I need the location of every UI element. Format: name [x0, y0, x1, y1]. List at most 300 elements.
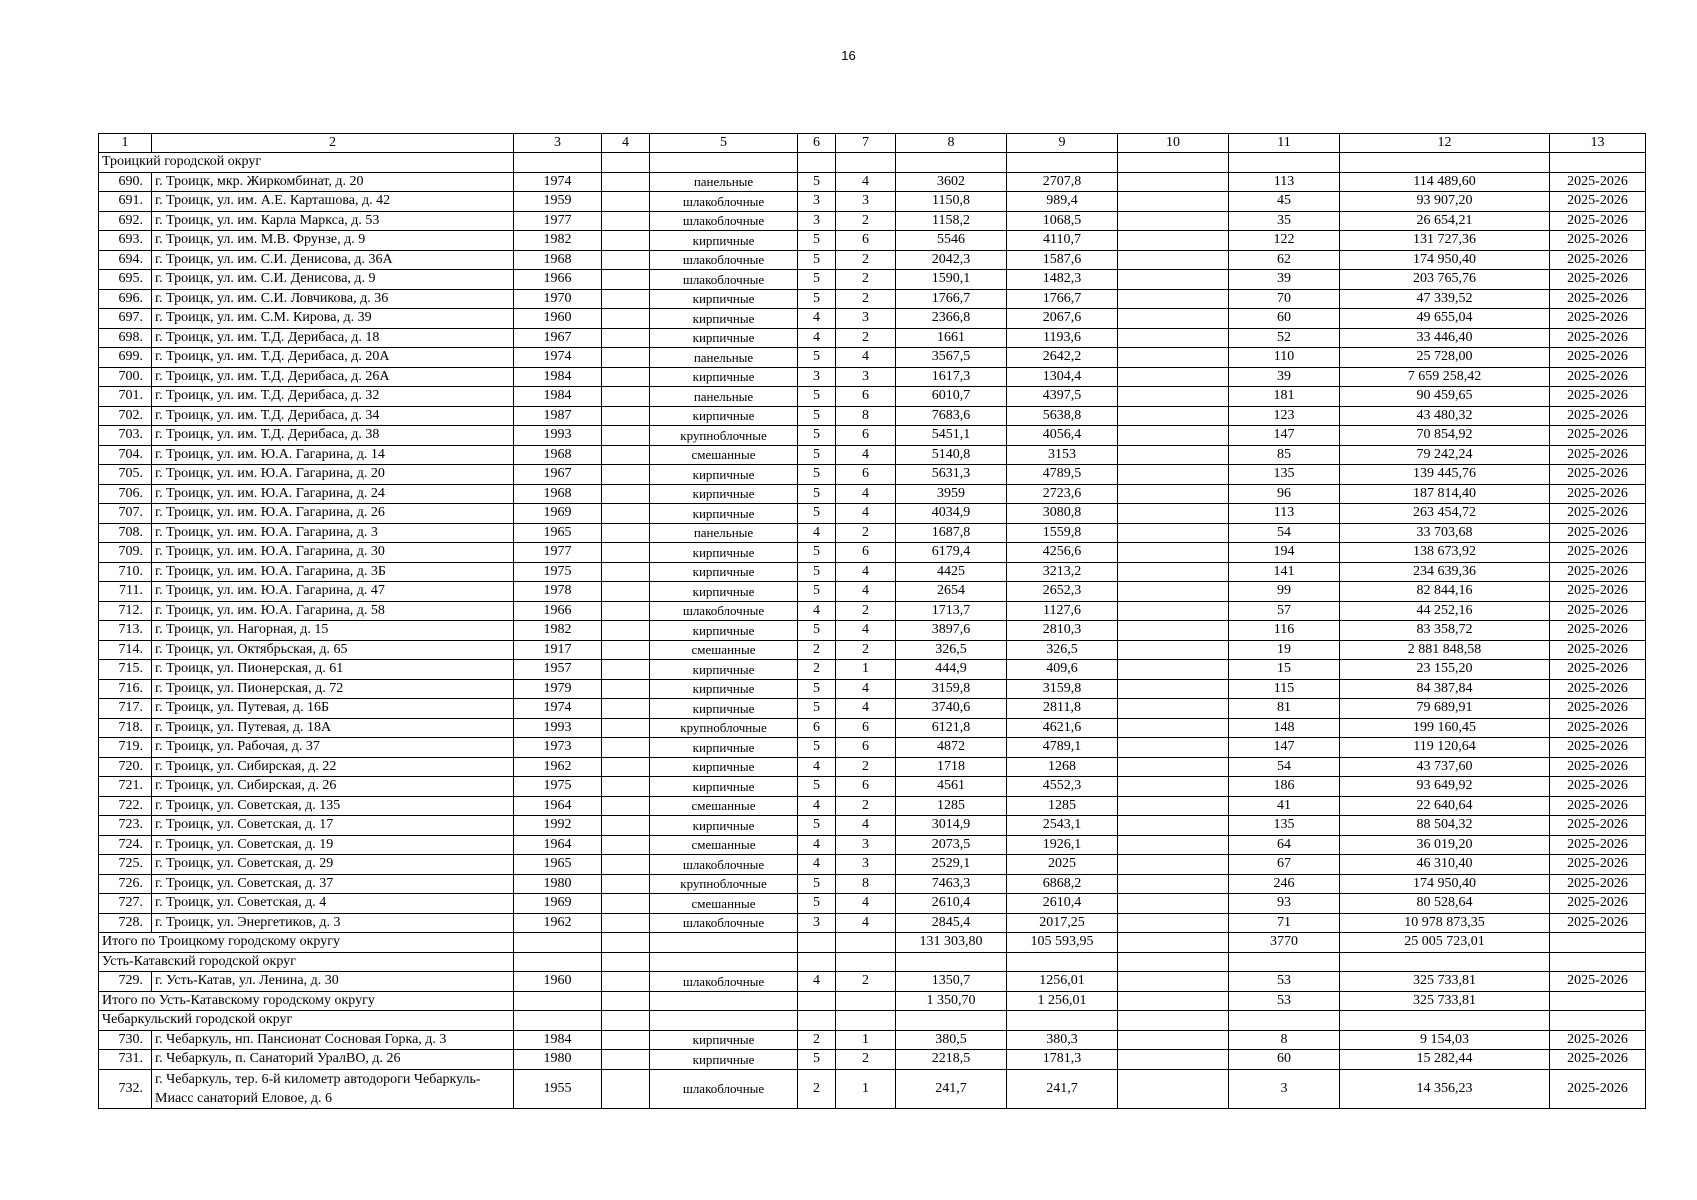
table-cell: [602, 582, 650, 602]
table-cell: [602, 874, 650, 894]
table-cell: [602, 192, 650, 212]
table-cell: 1966: [514, 270, 602, 290]
row-number: 692.: [99, 211, 152, 231]
table-cell: 2067,6: [1007, 309, 1118, 329]
district-heading-row: [99, 952, 1646, 972]
column-number-cell: 8: [896, 134, 1007, 153]
table-cell: 53: [1229, 972, 1340, 992]
empty-cell: [1340, 153, 1550, 173]
row-number: 704.: [99, 445, 152, 465]
empty-cell: [836, 991, 896, 1011]
table-cell: 2723,6: [1007, 484, 1118, 504]
table-cell: 2025-2026: [1550, 562, 1646, 582]
table-row: [99, 426, 1646, 446]
table-cell: [1118, 777, 1229, 797]
table-row: [99, 250, 1646, 270]
district-total-row: [99, 933, 1646, 953]
table-cell: 54: [1229, 757, 1340, 777]
table-cell: 1973: [514, 738, 602, 758]
table-cell: 1959: [514, 192, 602, 212]
address-cell: г. Троицк, ул. им. Т.Д. Дерибаса, д. 18: [152, 328, 514, 348]
table-cell: 1482,3: [1007, 270, 1118, 290]
table-cell: 2025-2026: [1550, 582, 1646, 602]
table-cell: 263 454,72: [1340, 504, 1550, 524]
table-cell: шлакоблочные: [650, 972, 798, 992]
table-cell: 3: [836, 192, 896, 212]
table-cell: [1118, 192, 1229, 212]
district-heading: Троицкий городской округ: [99, 153, 514, 173]
table-cell: 81: [1229, 699, 1340, 719]
table-cell: 3: [798, 913, 836, 933]
table-cell: 5: [798, 406, 836, 426]
table-cell: 19: [1229, 640, 1340, 660]
table-cell: 8: [1229, 1030, 1340, 1050]
table-cell: 93 907,20: [1340, 192, 1550, 212]
table-row: [99, 972, 1646, 992]
address-cell: г. Троицк, ул. им. Ю.А. Гагарина, д. 24: [152, 484, 514, 504]
table-cell: [602, 640, 650, 660]
table-cell: 4: [798, 855, 836, 875]
table-cell: 2025-2026: [1550, 757, 1646, 777]
table-cell: 4: [836, 894, 896, 914]
table-cell: 241,7: [896, 1069, 1007, 1108]
table-cell: [602, 757, 650, 777]
table-cell: 326,5: [896, 640, 1007, 660]
row-number: 724.: [99, 835, 152, 855]
table-cell: 5631,3: [896, 465, 1007, 485]
table-cell: кирпичные: [650, 679, 798, 699]
table-cell: 2025-2026: [1550, 640, 1646, 660]
address-cell: г. Троицк, ул. им. Ю.А. Гагарина, д. 30: [152, 543, 514, 563]
table-cell: 2: [836, 796, 896, 816]
table-cell: [602, 660, 650, 680]
table-cell: 186: [1229, 777, 1340, 797]
table-cell: 5638,8: [1007, 406, 1118, 426]
table-row: [99, 777, 1646, 797]
table-cell: [1118, 250, 1229, 270]
table-cell: 1617,3: [896, 367, 1007, 387]
table-cell: [602, 816, 650, 836]
table-cell: 1979: [514, 679, 602, 699]
table-cell: 135: [1229, 816, 1340, 836]
table-cell: 3: [836, 835, 896, 855]
address-cell: г. Троицк, ул. им. Ю.А. Гагарина, д. 3Б: [152, 562, 514, 582]
table-cell: [602, 465, 650, 485]
address-cell: г. Троицк, ул. им. М.В. Фрунзе, д. 9: [152, 231, 514, 251]
empty-cell: [896, 153, 1007, 173]
table-cell: 1926,1: [1007, 835, 1118, 855]
table-cell: 5: [798, 679, 836, 699]
table-row: [99, 523, 1646, 543]
table-row: [99, 621, 1646, 641]
table-cell: [602, 894, 650, 914]
table-cell: [602, 621, 650, 641]
address-cell: г. Троицк, ул. им. Т.Д. Дерибаса, д. 34: [152, 406, 514, 426]
table-cell: 135: [1229, 465, 1340, 485]
district-total-label: Итого по Усть-Катавскому городскому округу: [99, 991, 514, 1011]
table-cell: 47 339,52: [1340, 289, 1550, 309]
table-cell: 5: [798, 445, 836, 465]
table-cell: 1992: [514, 816, 602, 836]
table-cell: кирпичные: [650, 406, 798, 426]
table-cell: 41: [1229, 796, 1340, 816]
table-cell: 1955: [514, 1069, 602, 1108]
empty-cell: [1340, 1011, 1550, 1031]
table-cell: 203 765,76: [1340, 270, 1550, 290]
table-row: [99, 640, 1646, 660]
table-row: [99, 328, 1646, 348]
empty-cell: [798, 952, 836, 972]
table-cell: 39: [1229, 367, 1340, 387]
table-cell: 2: [836, 211, 896, 231]
table-cell: 1256,01: [1007, 972, 1118, 992]
table-cell: 113: [1229, 504, 1340, 524]
table-cell: 1350,7: [896, 972, 1007, 992]
total-cell: 325 733,81: [1340, 991, 1550, 1011]
table-row: [99, 699, 1646, 719]
address-cell: г. Троицк, ул. им. Т.Д. Дерибаса, д. 20А: [152, 348, 514, 368]
column-number-cell: 1: [99, 134, 152, 153]
table-cell: [1118, 855, 1229, 875]
table-cell: 2845,4: [896, 913, 1007, 933]
table-cell: [1118, 699, 1229, 719]
table-row: [99, 504, 1646, 524]
empty-cell: [514, 952, 602, 972]
empty-cell: [514, 933, 602, 953]
row-number: 707.: [99, 504, 152, 524]
table-cell: 2025-2026: [1550, 699, 1646, 719]
address-cell: г. Троицк, ул. им. С.И. Денисова, д. 36А: [152, 250, 514, 270]
table-cell: 43 480,32: [1340, 406, 1550, 426]
table-cell: 4872: [896, 738, 1007, 758]
row-number: 717.: [99, 699, 152, 719]
table-cell: 2: [836, 601, 896, 621]
table-cell: 5: [798, 582, 836, 602]
empty-cell: [1118, 1011, 1229, 1031]
row-number: 699.: [99, 348, 152, 368]
table-cell: 6: [798, 718, 836, 738]
table-cell: 1980: [514, 1050, 602, 1070]
address-cell: г. Троицк, ул. Советская, д. 135: [152, 796, 514, 816]
table-cell: 4425: [896, 562, 1007, 582]
table-cell: 380,5: [896, 1030, 1007, 1050]
table-cell: 1977: [514, 211, 602, 231]
table-cell: 5: [798, 777, 836, 797]
table-cell: 326,5: [1007, 640, 1118, 660]
table-cell: 199 160,45: [1340, 718, 1550, 738]
empty-cell: [798, 1011, 836, 1031]
table-cell: 1980: [514, 874, 602, 894]
table-cell: 2025-2026: [1550, 855, 1646, 875]
table-cell: 3080,8: [1007, 504, 1118, 524]
table-cell: [1118, 640, 1229, 660]
table-cell: 2025-2026: [1550, 796, 1646, 816]
table-cell: 114 489,60: [1340, 172, 1550, 192]
table-cell: 2025-2026: [1550, 874, 1646, 894]
table-cell: 3959: [896, 484, 1007, 504]
table-cell: панельные: [650, 387, 798, 407]
table-cell: 3: [798, 367, 836, 387]
table-cell: 54: [1229, 523, 1340, 543]
table-cell: 3: [798, 211, 836, 231]
table-cell: 15 282,44: [1340, 1050, 1550, 1070]
table-cell: 4034,9: [896, 504, 1007, 524]
empty-cell: [1118, 933, 1229, 953]
table-cell: [602, 231, 650, 251]
table-cell: [602, 504, 650, 524]
table-cell: 1966: [514, 601, 602, 621]
table-cell: 35: [1229, 211, 1340, 231]
table-row: [99, 367, 1646, 387]
address-cell: г. Троицк, ул. им. Т.Д. Дерибаса, д. 26А: [152, 367, 514, 387]
table-cell: 1960: [514, 972, 602, 992]
table-cell: [602, 835, 650, 855]
table-cell: 2025-2026: [1550, 504, 1646, 524]
table-cell: 4: [798, 972, 836, 992]
row-number: 702.: [99, 406, 152, 426]
page-number: 16: [841, 48, 856, 63]
table-cell: 4561: [896, 777, 1007, 797]
table-cell: [602, 1030, 650, 1050]
table-cell: 4: [836, 484, 896, 504]
address-cell: г. Троицк, ул. Рабочая, д. 37: [152, 738, 514, 758]
row-number: 716.: [99, 679, 152, 699]
table-cell: [1118, 406, 1229, 426]
table-cell: 3014,9: [896, 816, 1007, 836]
table-cell: 1285: [896, 796, 1007, 816]
empty-cell: [1118, 952, 1229, 972]
table-cell: 2025-2026: [1550, 913, 1646, 933]
table-cell: 1974: [514, 172, 602, 192]
table-cell: 64: [1229, 835, 1340, 855]
table-cell: 1984: [514, 367, 602, 387]
table-cell: [1118, 738, 1229, 758]
table-cell: 6: [836, 426, 896, 446]
table-cell: 3897,6: [896, 621, 1007, 641]
address-cell: г. Троицк, ул. им. С.И. Денисова, д. 9: [152, 270, 514, 290]
table-cell: 181: [1229, 387, 1340, 407]
table-cell: 5: [798, 738, 836, 758]
table-row: [99, 913, 1646, 933]
table-cell: 6179,4: [896, 543, 1007, 563]
table-row: [99, 582, 1646, 602]
empty-cell: [1229, 153, 1340, 173]
table-cell: [1118, 465, 1229, 485]
table-cell: 5: [798, 484, 836, 504]
table-cell: кирпичные: [650, 543, 798, 563]
table-cell: 2025-2026: [1550, 348, 1646, 368]
row-number: 722.: [99, 796, 152, 816]
column-number-cell: 6: [798, 134, 836, 153]
table-cell: шлакоблочные: [650, 192, 798, 212]
empty-cell: [1229, 952, 1340, 972]
table-cell: 5: [798, 874, 836, 894]
empty-cell: [798, 153, 836, 173]
table-cell: 4: [836, 679, 896, 699]
housing-register-table: [98, 133, 1646, 1109]
table-row: [99, 796, 1646, 816]
table-cell: [602, 562, 650, 582]
table-cell: 116: [1229, 621, 1340, 641]
table-cell: [602, 445, 650, 465]
table-cell: 6: [836, 387, 896, 407]
table-cell: [1118, 309, 1229, 329]
table-cell: смешанные: [650, 835, 798, 855]
empty-cell: [602, 153, 650, 173]
table-cell: 141: [1229, 562, 1340, 582]
total-cell: 25 005 723,01: [1340, 933, 1550, 953]
table-cell: [1118, 231, 1229, 251]
table-cell: 1982: [514, 231, 602, 251]
address-cell: г. Усть-Катав, ул. Ленина, д. 30: [152, 972, 514, 992]
table-cell: 52: [1229, 328, 1340, 348]
table-cell: 5: [798, 387, 836, 407]
table-cell: 4621,6: [1007, 718, 1118, 738]
table-cell: кирпичные: [650, 816, 798, 836]
table-cell: 2025: [1007, 855, 1118, 875]
table-cell: 2025-2026: [1550, 172, 1646, 192]
district-total-row: [99, 991, 1646, 1011]
table-cell: 80 528,64: [1340, 894, 1550, 914]
table-cell: 82 844,16: [1340, 582, 1550, 602]
address-cell: г. Троицк, ул. Советская, д. 37: [152, 874, 514, 894]
table-cell: 1975: [514, 562, 602, 582]
table-cell: 57: [1229, 601, 1340, 621]
table-cell: 70: [1229, 289, 1340, 309]
table-cell: 23 155,20: [1340, 660, 1550, 680]
table-cell: 2: [798, 660, 836, 680]
row-number: 697.: [99, 309, 152, 329]
table-cell: 2 881 848,58: [1340, 640, 1550, 660]
table-cell: 2543,1: [1007, 816, 1118, 836]
table-cell: 79 689,91: [1340, 699, 1550, 719]
total-cell: 1 350,70: [896, 991, 1007, 1011]
table-cell: 4789,5: [1007, 465, 1118, 485]
table-cell: 1559,8: [1007, 523, 1118, 543]
address-cell: г. Чебаркуль, тер. 6-й километр автодороги Чебаркуль-Миасс санаторий Еловое, д. 6: [152, 1069, 514, 1108]
table-cell: 2652,3: [1007, 582, 1118, 602]
row-number: 690.: [99, 172, 152, 192]
column-number-cell: 9: [1007, 134, 1118, 153]
table-cell: [1118, 874, 1229, 894]
table-cell: 2: [836, 1050, 896, 1070]
table-cell: 2025-2026: [1550, 523, 1646, 543]
table-cell: 2025-2026: [1550, 367, 1646, 387]
table-cell: 85: [1229, 445, 1340, 465]
total-cell: 1 256,01: [1007, 991, 1118, 1011]
district-heading-row: [99, 153, 1646, 173]
address-cell: г. Троицк, ул. им. Т.Д. Дерибаса, д. 38: [152, 426, 514, 446]
table-row: [99, 445, 1646, 465]
empty-cell: [602, 933, 650, 953]
empty-cell: [650, 991, 798, 1011]
table-cell: 1590,1: [896, 270, 1007, 290]
address-cell: г. Троицк, ул. Советская, д. 29: [152, 855, 514, 875]
row-number: 726.: [99, 874, 152, 894]
table-cell: кирпичные: [650, 582, 798, 602]
empty-cell: [1229, 1011, 1340, 1031]
table-cell: 93: [1229, 894, 1340, 914]
table-cell: 2017,25: [1007, 913, 1118, 933]
table-cell: кирпичные: [650, 660, 798, 680]
row-number: 729.: [99, 972, 152, 992]
table-cell: 147: [1229, 426, 1340, 446]
table-cell: 1982: [514, 621, 602, 641]
address-cell: г. Троицк, ул. им. С.М. Кирова, д. 39: [152, 309, 514, 329]
row-number: 693.: [99, 231, 152, 251]
table-cell: 79 242,24: [1340, 445, 1550, 465]
table-cell: 380,3: [1007, 1030, 1118, 1050]
table-cell: [1118, 913, 1229, 933]
row-number: 732.: [99, 1069, 152, 1108]
address-cell: г. Троицк, ул. им. Ю.А. Гагарина, д. 58: [152, 601, 514, 621]
table-cell: 6121,8: [896, 718, 1007, 738]
table-cell: смешанные: [650, 445, 798, 465]
table-cell: 5: [798, 894, 836, 914]
empty-cell: [896, 1011, 1007, 1031]
table-cell: 4056,4: [1007, 426, 1118, 446]
table-cell: [1118, 387, 1229, 407]
empty-cell: [836, 933, 896, 953]
address-cell: г. Троицк, ул. им. Ю.А. Гагарина, д. 47: [152, 582, 514, 602]
empty-cell: [650, 153, 798, 173]
table-cell: 1781,3: [1007, 1050, 1118, 1070]
table-cell: 10 978 873,35: [1340, 913, 1550, 933]
row-number: 713.: [99, 621, 152, 641]
row-number: 695.: [99, 270, 152, 290]
row-number: 703.: [99, 426, 152, 446]
table-cell: кирпичные: [650, 231, 798, 251]
row-number: 719.: [99, 738, 152, 758]
table-cell: 2: [836, 757, 896, 777]
table-cell: 1: [836, 1069, 896, 1108]
table-cell: 110: [1229, 348, 1340, 368]
table-cell: 2654: [896, 582, 1007, 602]
total-cell: 53: [1229, 991, 1340, 1011]
table-cell: 2642,2: [1007, 348, 1118, 368]
empty-cell: [896, 952, 1007, 972]
table-cell: 33 446,40: [1340, 328, 1550, 348]
table-cell: [602, 855, 650, 875]
empty-cell: [1550, 933, 1646, 953]
table-cell: 8: [836, 406, 896, 426]
table-cell: 3602: [896, 172, 1007, 192]
table-cell: 3: [836, 309, 896, 329]
table-cell: 174 950,40: [1340, 874, 1550, 894]
table-cell: 138 673,92: [1340, 543, 1550, 563]
table-cell: 4789,1: [1007, 738, 1118, 758]
table-cell: [602, 172, 650, 192]
address-cell: г. Троицк, ул. Советская, д. 17: [152, 816, 514, 836]
table-cell: [602, 289, 650, 309]
table-cell: [1118, 1069, 1229, 1108]
table-cell: 1268: [1007, 757, 1118, 777]
table-cell: 4552,3: [1007, 777, 1118, 797]
table-cell: 26 654,21: [1340, 211, 1550, 231]
table-cell: [1118, 1030, 1229, 1050]
table-row: [99, 543, 1646, 563]
table-cell: 62: [1229, 250, 1340, 270]
table-cell: шлакоблочные: [650, 250, 798, 270]
table-cell: 2025-2026: [1550, 718, 1646, 738]
table-cell: 6868,2: [1007, 874, 1118, 894]
table-cell: [602, 250, 650, 270]
address-cell: г. Чебаркуль, п. Санаторий УралВО, д. 26: [152, 1050, 514, 1070]
table-cell: 36 019,20: [1340, 835, 1550, 855]
address-cell: г. Троицк, ул. Октябрьская, д. 65: [152, 640, 514, 660]
table-cell: 6: [836, 231, 896, 251]
table-cell: [1118, 816, 1229, 836]
